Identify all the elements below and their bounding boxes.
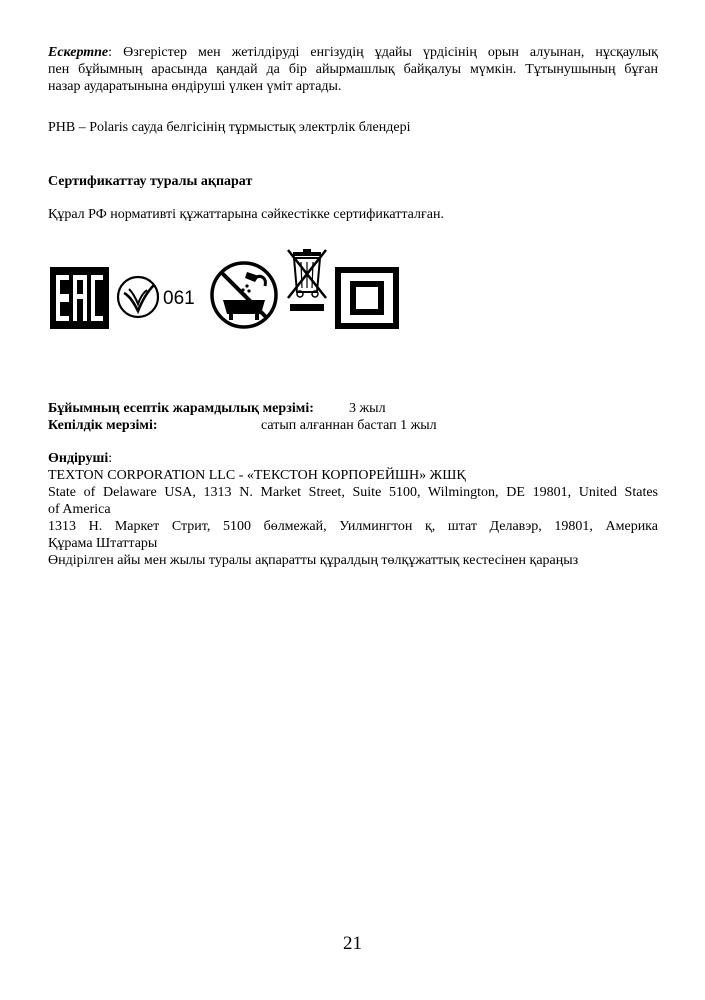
shelf-life-row bbox=[48, 400, 658, 417]
certification-text: Құрал РФ нормативті құжаттарына сәйкестікке сертификатталған. bbox=[48, 207, 444, 222]
manufacturer-name: TEXTON CORPORATION LLC - «ТЕКСТОН КОРПОРЕЙШН» ЖШҚ bbox=[48, 468, 466, 483]
manufacturer-address-kk-cont: Құрама Штаттары bbox=[48, 536, 158, 551]
manufacturing-date-note: Өндірілген айы мен жылы туралы ақпаратты құралдың төлқұжаттық кестесінен қараңыз bbox=[48, 553, 579, 568]
manufacturer-colon: : bbox=[108, 451, 113, 466]
warranty-row bbox=[48, 417, 658, 434]
note-text-1: Өзгерістер мен жетілдіруді енгізудің ұдайы үрдісінің орын алуынан, нұсқаулық bbox=[112, 45, 658, 60]
note-paragraph bbox=[48, 44, 658, 95]
note-label: Ескертпе bbox=[48, 45, 109, 60]
note-line-3: назар аударатынына өндіруші үлкен үміт артады. bbox=[48, 79, 342, 94]
note-line-1 bbox=[48, 44, 658, 61]
crossed-bin-icon bbox=[284, 248, 330, 318]
manufacturer-address-en: State of Delaware USA, 1313 N. Market Street, Suite 5100, Wilmington, DE 19801, United States bbox=[48, 485, 658, 500]
ukraine-conformity-icon bbox=[114, 273, 162, 321]
manufacturer-section bbox=[48, 450, 658, 569]
phb-line: PHB – Polaris сауда белгісінің тұрмыстық электрлік блендері bbox=[48, 120, 411, 135]
double-insulation-icon bbox=[335, 267, 399, 329]
manufacturer-label: Өндіруші bbox=[48, 451, 109, 466]
page-number: 21 bbox=[343, 933, 362, 954]
shelf-life-label: Бұйымның есептік жарамдылық мерзімі: bbox=[48, 401, 314, 416]
manufacturer-heading bbox=[48, 450, 658, 467]
certification-heading: Сертификаттау туралы ақпарат bbox=[48, 174, 253, 189]
conformity-code: 061 bbox=[163, 288, 195, 309]
lifetime-section bbox=[48, 400, 658, 434]
warranty-value: сатып алғаннан бастап 1 жыл bbox=[261, 418, 437, 433]
warranty-label: Кепілдік мерзімі: bbox=[48, 418, 158, 433]
note-label-colon: : bbox=[108, 45, 113, 60]
shelf-life-value: 3 жыл bbox=[349, 401, 386, 416]
no-dishwasher-icon bbox=[209, 260, 279, 330]
certification-marks bbox=[48, 256, 408, 336]
manufacturer-address-en-cont: of America bbox=[48, 502, 111, 517]
note-line-2: пен бұйымның арасында қандай да бір айырмашлық байқалуы мүмкін. Тұтынушының бұған bbox=[48, 62, 658, 77]
eac-mark-icon bbox=[50, 267, 109, 329]
manufacturer-address-kk: 1313 Н. Маркет Стрит, 5100 бөлмежай, Уилмингтон қ, штат Делавэр, 19801, Америка bbox=[48, 519, 658, 534]
